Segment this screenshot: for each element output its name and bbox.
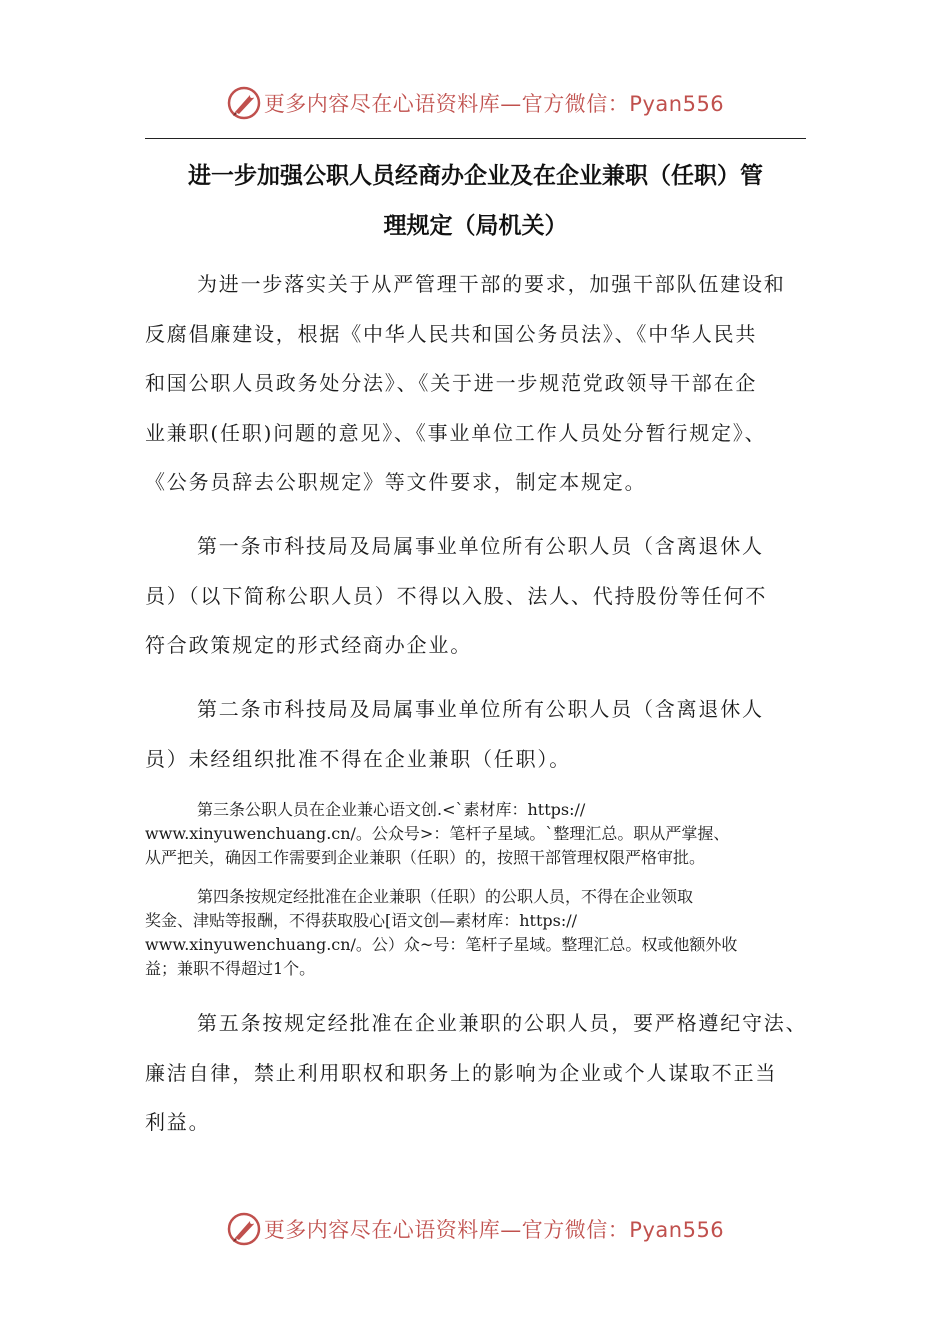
footer-banner: [0, 1209, 950, 1249]
pen-logo-icon: [226, 1211, 262, 1247]
article-2: [145, 685, 811, 784]
pen-logo-icon: [226, 85, 262, 121]
article-4-line: www.xinyuwenchuang.cn/。公）众~号：笔杆子星域。整理汇总。权或他额外收: [145, 935, 738, 954]
header-rule: [145, 138, 806, 139]
article-5-line: 廉洁自律，禁止利用职权和职务上的影响为企业或个人谋取不正当: [145, 1060, 778, 1085]
article-3-line: 从严把关，确因工作需要到企业兼职（任职）的，按照干部管理权限严格审批。: [145, 848, 706, 867]
article-1: [145, 522, 811, 671]
title-line-2: 理规定（局机关）: [383, 213, 568, 239]
article-1-line: 第一条市科技局及局属事业单位所有公职人员（含离退休人: [197, 534, 764, 558]
article-5-line: 第五条按规定经批准在企业兼职的公职人员，要严格遵纪守法、: [197, 1011, 808, 1035]
article-4-line: 奖金、津贴等报酬，不得获取股心[语文创—素材库：https://: [145, 911, 578, 930]
intro-line: 反腐倡廉建设，根据《中华人民共和国公务员法》、《中华人民共: [145, 321, 758, 346]
article-3: [145, 798, 811, 870]
article-4-line: 益；兼职不得超过1个。: [145, 959, 316, 978]
article-4-line: 第四条按规定经批准在企业兼职（任职）的公职人员，不得在企业领取: [197, 887, 694, 906]
article-5: [145, 999, 811, 1148]
article-3-line: www.xinyuwenchuang.cn/。公众号>：笔杆子星域。`整理汇总。职从严掌握、: [145, 824, 730, 843]
intro-line: 和国公职人员政务处分法》、《关于进一步规范党政领导干部在企: [145, 371, 758, 395]
article-3-line: 第三条公职人员在企业兼心语文创.<`素材库：https://: [197, 800, 586, 819]
intro-paragraph: [145, 260, 811, 508]
article-2-line: 第二条市科技局及局属事业单位所有公职人员（含离退休人: [197, 697, 764, 721]
header-banner: [0, 83, 950, 123]
article-1-line: 符合政策规定的形式经商办企业。: [145, 633, 472, 657]
article-1-line: 员）（以下简称公职人员）不得以入股、法人、代持股份等任何不: [145, 583, 768, 608]
article-2-line: 员）未经组织批准不得在企业兼职（任职）。: [145, 746, 571, 771]
intro-line: 为进一步落实关于从严管理干部的要求，加强干部队伍建设和: [197, 272, 786, 296]
article-4: [145, 885, 811, 981]
intro-line: 《公务员辞去公职规定》等文件要求，制定本规定。: [145, 470, 647, 494]
article-5-line: 利益。: [145, 1110, 211, 1134]
intro-line: 业兼职(任职)问题的意见》、《事业单位工作人员处分暂行规定》、: [145, 420, 767, 445]
banner-text: 更多内容尽在心语资料库—官方微信：Pyan556: [263, 1218, 725, 1242]
title-line-1: 进一步加强公职人员经商办企业及在企业兼职（任职）管: [188, 163, 763, 189]
banner-text: 更多内容尽在心语资料库—官方微信：Pyan556: [263, 92, 725, 116]
document-title: [145, 151, 806, 251]
